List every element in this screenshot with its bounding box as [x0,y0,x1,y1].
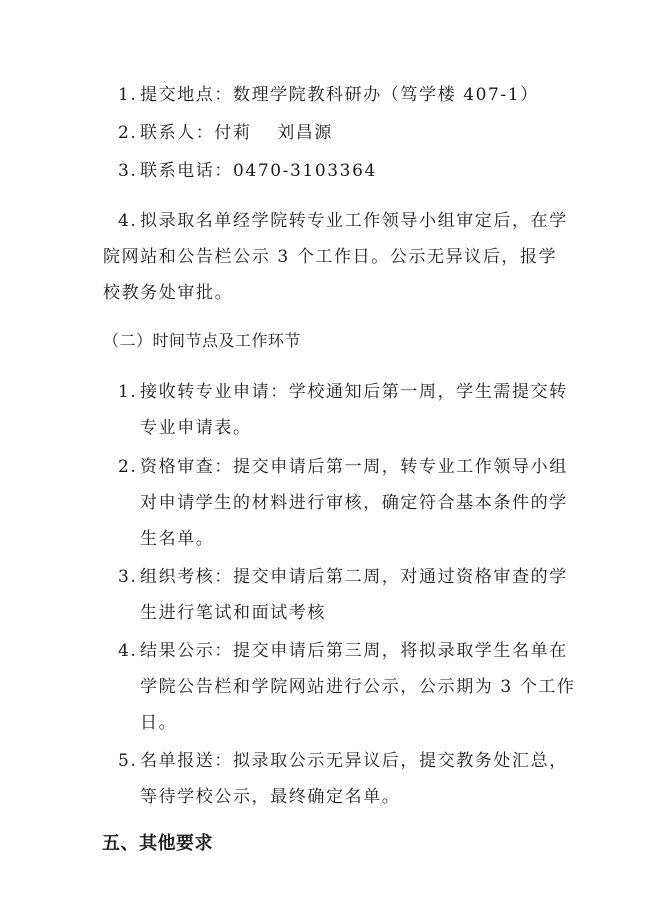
list-text: 提交地点：数理学院教科研办（笃学楼 407-1） [140,85,539,105]
list-number: 2. [118,457,138,477]
list-number: 2. [118,123,138,143]
list-text: 联系电话：0470-3103364 [140,161,377,181]
list-number: 4. [118,641,138,661]
list-text: 结果公示：提交申请后第三周，将拟录取学生名单在 [140,641,568,661]
list-text-continued: 生进行笔试和面试考核 [140,603,326,623]
list-text-continued: 等待学校公示，最终确定名单。 [140,787,401,807]
list-text-continued: 对申请学生的材料进行审核，确定符合基本条件的学 [140,493,568,513]
list-text-continued: 生名单。 [140,529,215,549]
list-number: 4. [118,211,138,231]
list-text: 接收转专业申请：学校通知后第一周，学生需提交转 [140,382,568,402]
list-number: 3. [118,161,138,181]
list-number: 3. [118,567,138,587]
list-text: 资格审查：提交申请后第一周，转专业工作领导小组 [140,457,568,477]
list-text: 联系人：付莉 刘昌源 [140,123,334,143]
list-number: 1. [118,382,138,402]
list-text-continued: 校教务处审批。 [103,283,234,303]
section-heading: 五、其他要求 [102,833,213,854]
list-text-continued: 学院公告栏和学院网站进行公示，公示期为 3 个工作 [140,677,576,697]
list-text-continued: 日。 [140,713,178,733]
subheading: （二）时间节点及工作环节 [103,331,302,350]
list-text: 拟录取名单经学院转专业工作领导小组审定后，在学 [140,211,568,231]
list-number: 1. [118,85,138,105]
list-text: 名单报送：拟录取公示无异议后，提交教务处汇总， [140,751,568,771]
list-text-continued: 专业申请表。 [140,418,252,438]
list-number: 5. [118,751,138,771]
list-text-continued: 院网站和公告栏公示 3 个工作日。公示无异议后，报学 [103,247,558,267]
list-text: 组织考核：提交申请后第二周，对通过资格审查的学 [140,567,568,587]
